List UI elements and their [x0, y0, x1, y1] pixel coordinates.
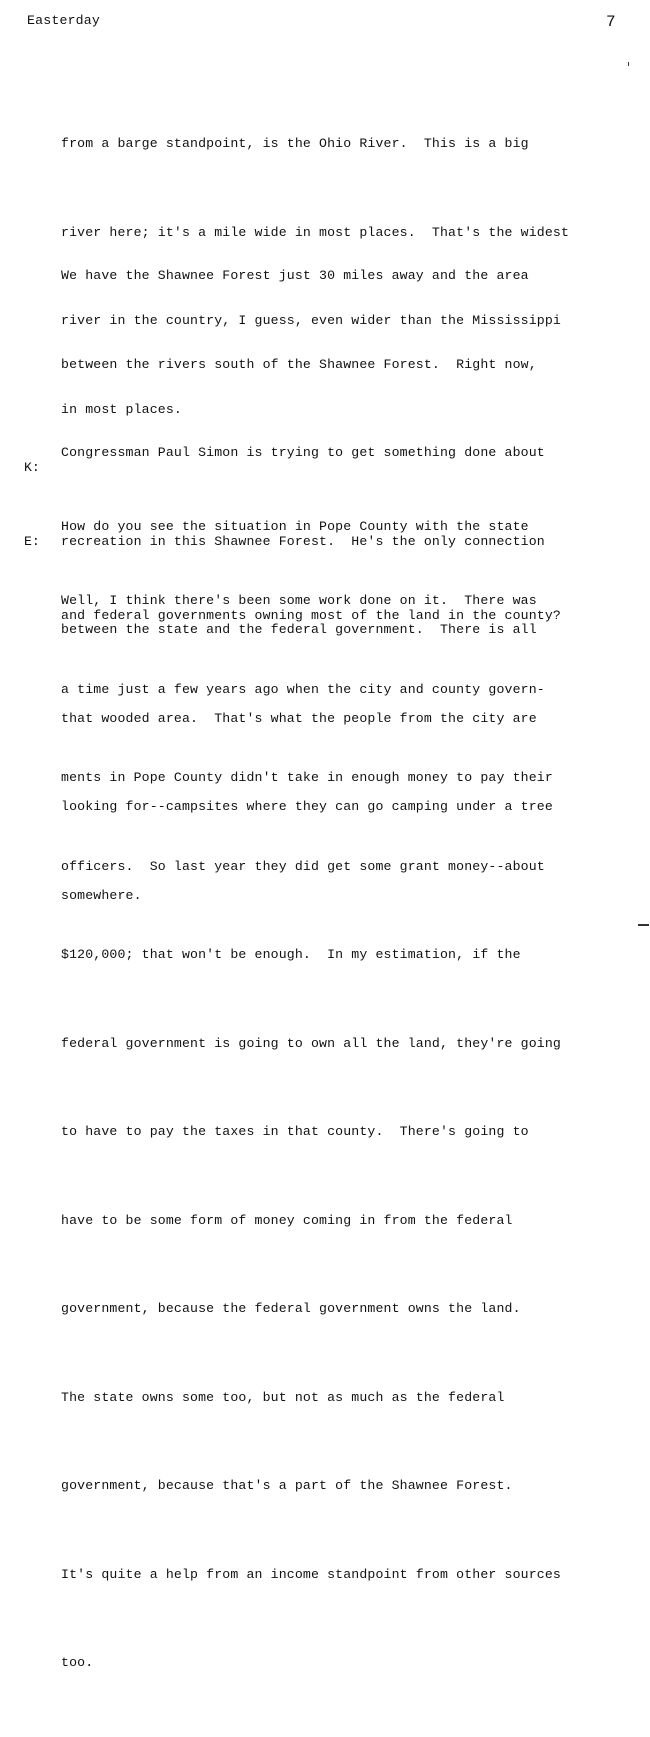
text-line: government, because that's a part of the Shawnee Forest.	[61, 1478, 513, 1493]
text-line: $120,000; that won't be enough. In my estimation, if the	[61, 947, 521, 962]
text-line: recreation in this Shawnee Forest. He's the only connection	[61, 533, 545, 549]
text-line: ments in Pope County didn't take in enough money to pay their	[61, 770, 553, 785]
text-line: How do you see the situation in Pope County with the state	[61, 519, 529, 534]
text-line: have to be some form of money coming in from the federal	[61, 1212, 513, 1228]
text-line: Well, I think there's been some work done on it. There was	[61, 593, 537, 608]
text-line: too.	[61, 1655, 94, 1670]
scan-mark-dot	[628, 62, 629, 66]
text-line: to have to pay the taxes in that county. There's going to	[61, 1124, 529, 1139]
text-line: officers. So last year they did get some grant money--about	[61, 858, 545, 874]
speaker-label-k: K:	[24, 460, 40, 475]
scan-mark-dash	[638, 924, 649, 926]
text-line: somewhere.	[61, 887, 142, 903]
text-line: river in the country, I guess, even wider than the Mississippi	[61, 313, 561, 328]
text-line: a time just a few years ago when the city and county govern-	[61, 681, 545, 697]
text-line: Congressman Paul Simon is trying to get something done about	[61, 445, 545, 460]
text-line: It's quite a help from an income standpoint from other sources	[61, 1566, 561, 1582]
header-interviewee-name: Easterday	[27, 13, 101, 28]
text-line: between the rivers south of the Shawnee Forest. Right now,	[61, 356, 537, 372]
text-line: We have the Shawnee Forest just 30 miles away and the area	[61, 268, 529, 283]
text-line: federal government is going to own all the land, they're going	[61, 1035, 561, 1051]
text-line: The state owns some too, but not as much as the federal	[61, 1389, 505, 1405]
text-line: and federal governments owning most of the land in the county?	[61, 607, 561, 623]
paragraph-4	[61, 527, 631, 1737]
speaker-label-e: E:	[24, 534, 40, 549]
page-number: 7	[606, 13, 616, 31]
text-line: river here; it's a mile wide in most places. That's the widest	[61, 224, 570, 240]
text-line: from a barge standpoint, is the Ohio River. This is a big	[61, 136, 529, 151]
text-line: that wooded area. That's what the people from the city are	[61, 710, 537, 726]
text-line: between the state and the federal government. There is all	[61, 622, 537, 637]
text-line: looking for--campsites where they can go camping under a tree	[61, 799, 553, 814]
text-line: government, because the federal government owns the land.	[61, 1301, 521, 1316]
text-line: in most places.	[61, 401, 182, 417]
